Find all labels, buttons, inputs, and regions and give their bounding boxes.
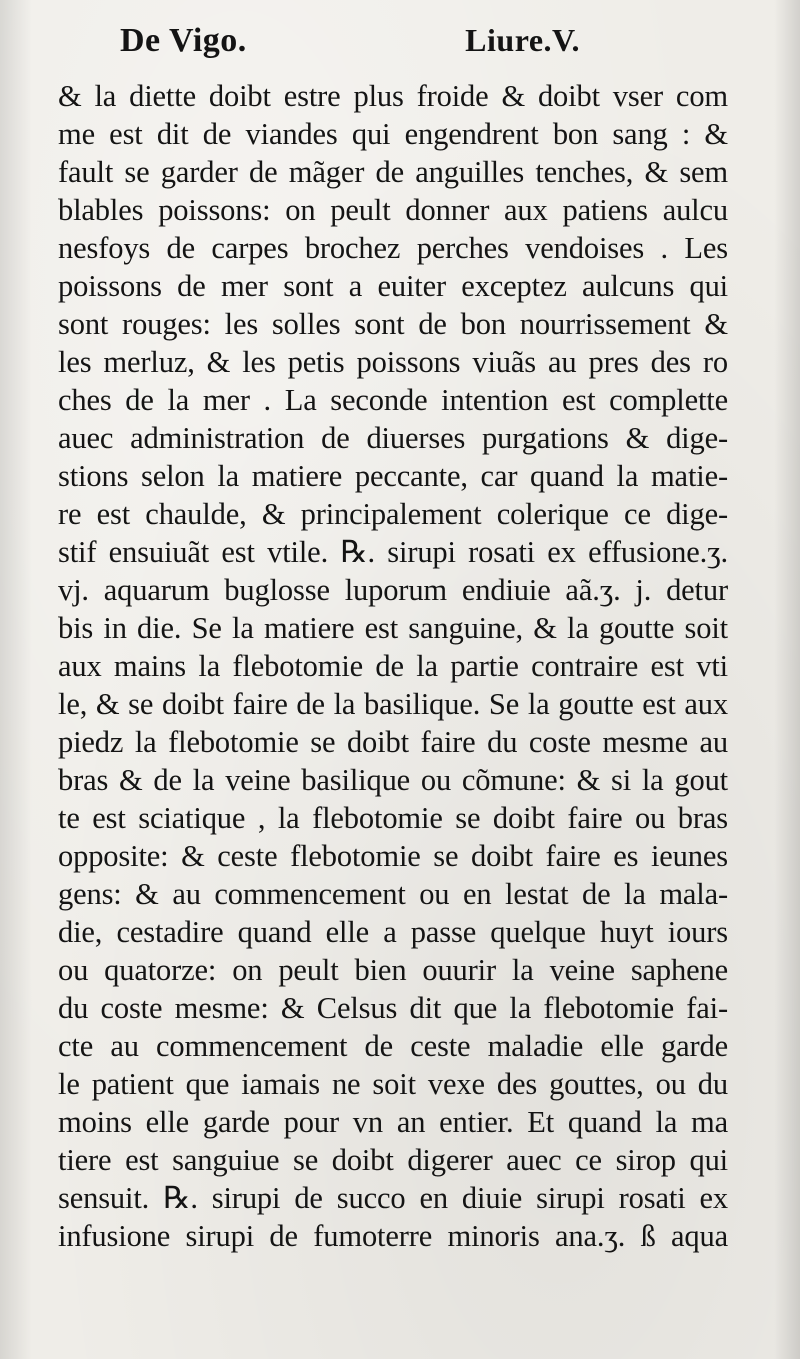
gutter-shadow [0,0,32,1359]
text-line: bras & de la veine basilique ou cõmune: & si la gout [58,763,728,797]
body-text [58,77,728,1255]
text-line: le, & se doibt faire de la basilique. Se la goutte est aux [58,687,728,721]
text-line: me est dit de viandes qui engendrent bon sang : & [58,117,728,151]
text-line: du coste mesme: & Celsus dit que la flebotomie fai- [58,991,728,1025]
text-line: blables poissons: on peult donner aux patiens aulcu [58,193,728,227]
text-line: re est chaulde, & principalement colerique ce dige- [58,497,728,531]
running-head-right: Liure.V. [465,22,580,58]
text-line: bis in die. Se la matiere est sanguine, & la goutte soit [58,611,728,645]
text-line: stions selon la matiere peccante, car quand la matie- [58,459,728,493]
text-line: opposite: & ceste flebotomie se doibt faire es ieunes [58,839,728,873]
text-line: stif ensuiuãt est vtile. ℞. sirupi rosati ex effusione.ʒ. [58,535,728,569]
text-line: poissons de mer sont a euiter exceptez aulcuns qui [58,269,728,303]
text-line: auec administration de diuerses purgations & dige- [58,421,728,455]
text-line: les merluz, & les petis poissons viuãs au pres des ro [58,345,728,379]
text-line: tiere est sanguiue se doibt digerer auec ce sirop qui [58,1143,728,1177]
text-line: sont rouges: les solles sont de bon nourrissement & [58,307,728,341]
text-line: te est sciatique , la flebotomie se doibt faire ou bras [58,801,728,835]
running-head-left: De Vigo. [120,22,247,59]
text-line: die, cestadire quand elle a passe quelque huyt iours [58,915,728,949]
running-header [120,22,580,66]
text-line: vj. aquarum buglosse luporum endiuie aã.ʒ. j. detur [58,573,728,607]
text-line: aux mains la flebotomie de la partie contraire est vti [58,649,728,683]
text-line: sensuit. ℞. sirupi de succo en diuie sirupi rosati ex [58,1181,728,1215]
text-line: infusione sirupi de fumoterre minoris ana.ʒ. ß aqua [58,1219,728,1253]
text-line: moins elle garde pour vn an entier. Et quand la ma [58,1105,728,1139]
text-line: ou quatorze: on peult bien ouurir la veine saphene [58,953,728,987]
text-line: fault se garder de mãger de anguilles tenches, & sem [58,155,728,189]
page-edge-shadow [774,0,800,1359]
text-line: cte au commencement de ceste maladie elle garde [58,1029,728,1063]
text-line: le patient que iamais ne soit vexe des gouttes, ou du [58,1067,728,1101]
text-line: ches de la mer . La seconde intention est complette [58,383,728,417]
text-line: piedz la flebotomie se doibt faire du coste mesme au [58,725,728,759]
text-line: & la diette doibt estre plus froide & doibt vser com [58,79,728,113]
text-line: gens: & au commencement ou en lestat de la mala- [58,877,728,911]
text-line: nesfoys de carpes brochez perches vendoises . Les [58,231,728,265]
